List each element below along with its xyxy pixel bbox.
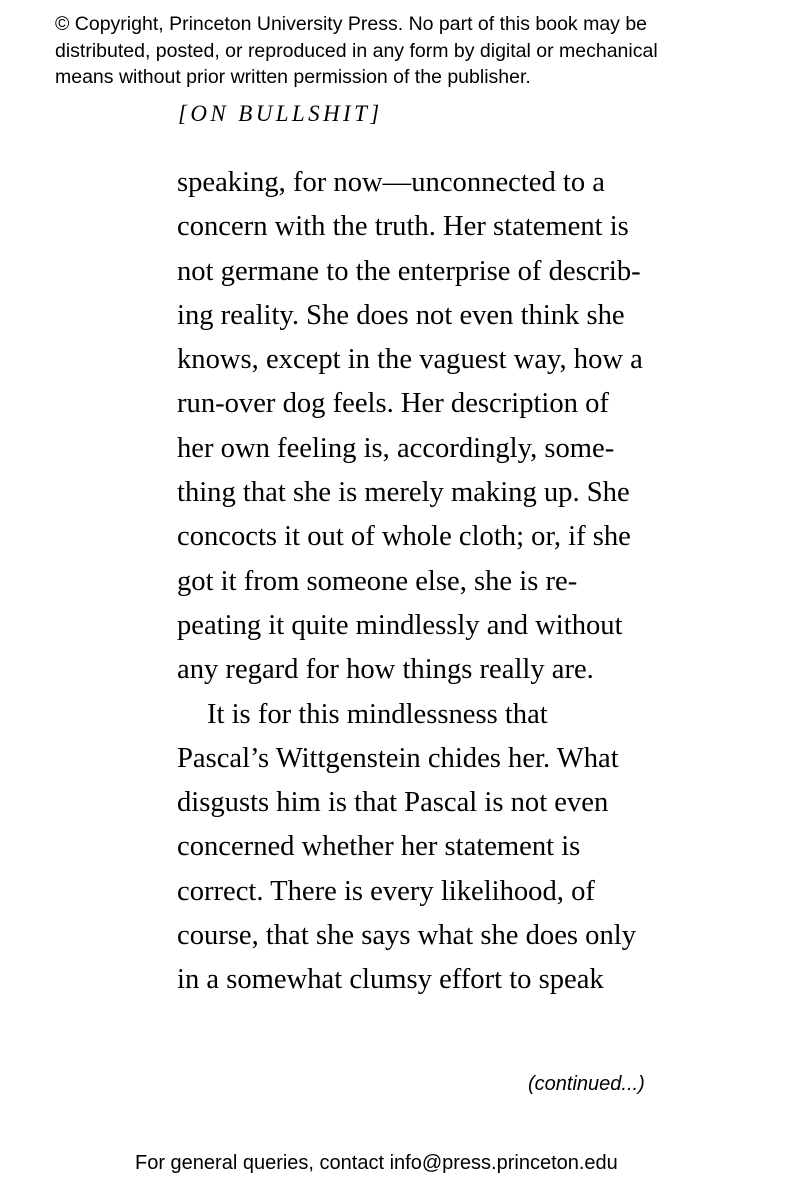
text-line: her own feeling is, accordingly, some- — [177, 432, 615, 464]
copyright-line: © Copyright, Princeton University Press. No part of this book may be — [55, 13, 648, 35]
text-line: disgusts him is that Pascal is not even — [177, 787, 609, 819]
text-line: ing reality. She does not even think she — [177, 299, 625, 331]
text-line: got it from someone else, she is re- — [177, 565, 578, 597]
paragraph-start-line: It is for this mindlessness that — [207, 698, 548, 730]
text-line: course, that she says what she does only — [177, 920, 636, 952]
text-line: concerned whether her statement is — [177, 831, 581, 863]
running-head: [ON BULLSHIT] — [178, 101, 383, 126]
text-line: concern with the truth. Her statement is — [177, 211, 629, 243]
text-line: concocts it out of whole cloth; or, if she — [177, 521, 631, 553]
text-line: speaking, for now—unconnected to a — [177, 167, 605, 198]
page-body-text — [177, 161, 643, 1003]
text-line: peating it quite mindlessly and without — [177, 609, 623, 641]
text-line: not germane to the enterprise of describ- — [177, 255, 641, 287]
copyright-notice — [55, 11, 775, 91]
copyright-line: means without prior written permission of the publisher. — [55, 66, 531, 88]
text-line: knows, except in the vaguest way, how a — [177, 344, 643, 376]
footer-contact: For general queries, contact info@press.princeton.edu — [135, 1152, 618, 1174]
copyright-line: distributed, posted, or reproduced in any form by digital or mechanical — [55, 39, 658, 62]
text-line: run-over dog feels. Her description of — [177, 388, 609, 420]
text-line: Pascal’s Wittgenstein chides her. What — [177, 742, 619, 774]
continued-note: (continued...) — [528, 1073, 645, 1095]
text-line: thing that she is merely making up. She — [177, 477, 630, 509]
text-line: any regard for how things really are. — [177, 654, 594, 686]
text-line: correct. There is every likelihood, of — [177, 875, 595, 907]
text-line: in a somewhat clumsy effort to speak — [177, 964, 604, 996]
